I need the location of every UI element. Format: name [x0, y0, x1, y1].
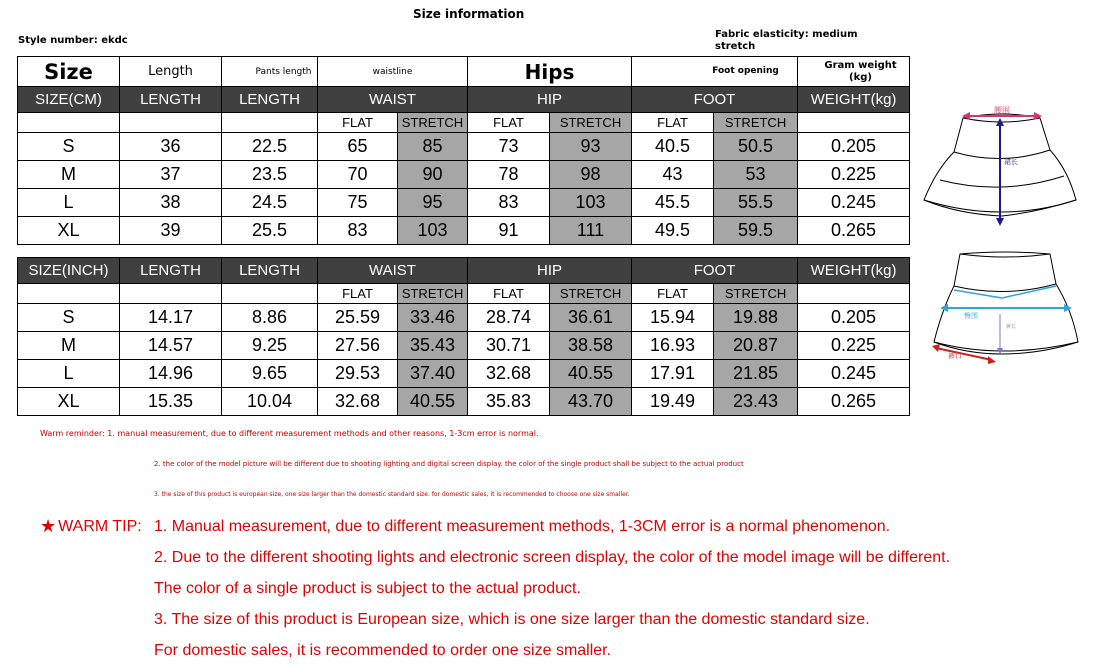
header-row: [18, 87, 910, 113]
length-label: 裙长: [1004, 158, 1018, 166]
table-row: [18, 217, 910, 245]
table-cell: 0.245: [798, 189, 910, 217]
table-cell: 8.86: [222, 304, 318, 332]
subheader-stretch: STRETCH: [398, 113, 468, 133]
foot-label: 裤口: [948, 352, 962, 360]
table-cell: 49.5: [632, 217, 714, 245]
table-cell: [120, 113, 222, 133]
table-cell: 15.35: [120, 388, 222, 416]
table-row: [18, 161, 910, 189]
table-cell: 78: [468, 161, 550, 189]
table-cell: XL: [18, 388, 120, 416]
table-cell: 33.46: [398, 304, 468, 332]
label-pants-length: Pants length: [222, 57, 318, 87]
table-cell: 20.87: [714, 332, 798, 360]
table-cell: 10.04: [222, 388, 318, 416]
table-cell: 32.68: [318, 388, 398, 416]
table-cell: 36: [120, 133, 222, 161]
subheader-stretch: STRETCH: [398, 284, 468, 304]
table-cell: 85: [398, 133, 468, 161]
header-length: LENGTH: [120, 87, 222, 113]
table-cell: 25.59: [318, 304, 398, 332]
subheader-flat: FLAT: [468, 284, 550, 304]
table-cell: 50.5: [714, 133, 798, 161]
table-cell: 103: [550, 189, 632, 217]
header-size: SIZE(INCH): [18, 258, 120, 284]
page-title: Size information: [413, 7, 525, 21]
table-cell: 43.70: [550, 388, 632, 416]
label-waistline: waistline: [318, 57, 468, 87]
table-cell: 29.53: [318, 360, 398, 388]
table-cell: 23.5: [222, 161, 318, 189]
table-cell: 53: [714, 161, 798, 189]
waist-label: 腰围: [994, 106, 1010, 115]
warm-reminder-note: Warm reminder: 1. manual measurement, due to different measurement methods and other reasons, 1-3cm error is normal.: [40, 429, 539, 438]
header-row: [18, 258, 910, 284]
table-cell: 43: [632, 161, 714, 189]
table-row: [18, 360, 910, 388]
warm-reminder-note: 2. the color of the model picture will be different due to shooting lighting and digital screen display. the color of the single product shall be subject to the actual product: [154, 460, 744, 468]
star-icon: ★: [40, 516, 57, 536]
table-cell: 27.56: [318, 332, 398, 360]
table-cell: 17.91: [632, 360, 714, 388]
header-length: LENGTH: [222, 258, 318, 284]
table-cell: 22.5: [222, 133, 318, 161]
size-table-cm: [17, 56, 910, 245]
warm-reminder-note: 3. the size of this product is european size, one size larger than the domestic standard size. for domestic sales, it is recommended to choose one size smaller.: [154, 491, 630, 498]
table-cell: 75: [318, 189, 398, 217]
table-cell: 9.65: [222, 360, 318, 388]
table-cell: [222, 113, 318, 133]
table-cell: 93: [550, 133, 632, 161]
warm-tip-line: The color of a single product is subject to the actual product.: [154, 580, 581, 597]
label-hips: Hips: [468, 57, 632, 87]
table-cell: 0.205: [798, 133, 910, 161]
table-cell: 23.43: [714, 388, 798, 416]
table-cell: L: [18, 189, 120, 217]
label-gram-weight: Gram weight (kg): [798, 57, 910, 87]
table-cell: M: [18, 161, 120, 189]
table-cell: 24.5: [222, 189, 318, 217]
table-cell: L: [18, 360, 120, 388]
label-size: Size: [18, 57, 120, 87]
table-row: [18, 189, 910, 217]
table-cell: 103: [398, 217, 468, 245]
header-hip: HIP: [468, 258, 632, 284]
table-cell: 0.225: [798, 161, 910, 189]
header-size: SIZE(CM): [18, 87, 120, 113]
table-cell: 15.94: [632, 304, 714, 332]
table-cell: 35.83: [468, 388, 550, 416]
subheader-stretch: STRETCH: [714, 284, 798, 304]
table-cell: [120, 284, 222, 304]
warm-tip-line: 3. The size of this product is European size, which is one size larger than the domestic standard size.: [154, 611, 870, 628]
fabric-elasticity: Fabric elasticity: medium stretch: [715, 29, 858, 52]
table-cell: 19.88: [714, 304, 798, 332]
table-cell: 45.5: [632, 189, 714, 217]
table-cell: 111: [550, 217, 632, 245]
warm-tip-label: WARM TIP:: [58, 518, 142, 535]
table-cell: 14.96: [120, 360, 222, 388]
table-cell: S: [18, 133, 120, 161]
subheader-row: [18, 113, 910, 133]
table-cell: 14.17: [120, 304, 222, 332]
header-length: LENGTH: [120, 258, 222, 284]
table-cell: 70: [318, 161, 398, 189]
table-cell: 98: [550, 161, 632, 189]
subheader-flat: FLAT: [318, 113, 398, 133]
style-number: Style number: ekdc: [18, 35, 128, 46]
table-cell: 65: [318, 133, 398, 161]
table-cell: 9.25: [222, 332, 318, 360]
warm-tip-line: 1. Manual measurement, due to different measurement methods, 1-3CM error is a normal phenomenon.: [154, 518, 891, 535]
table-cell: 30.71: [468, 332, 550, 360]
table-cell: 0.205: [798, 304, 910, 332]
table-cell: 14.57: [120, 332, 222, 360]
table-cell: 35.43: [398, 332, 468, 360]
table-cell: [222, 284, 318, 304]
table-cell: 25.5: [222, 217, 318, 245]
header-hip: HIP: [468, 87, 632, 113]
shorts-length-label: 裤长: [1006, 324, 1017, 330]
table-cell: 0.225: [798, 332, 910, 360]
table-cell: 16.93: [632, 332, 714, 360]
subheader-flat: FLAT: [468, 113, 550, 133]
table-cell: 73: [468, 133, 550, 161]
warm-tip-list: [154, 511, 1089, 666]
skirt-shorts-diagram: [930, 250, 1090, 365]
warm-tip-line: 2. Due to the different shooting lights and electronic screen display, the color of the model image will be different.: [154, 549, 951, 566]
table-cell: M: [18, 332, 120, 360]
subheader-row: [18, 284, 910, 304]
subheader-flat: FLAT: [632, 284, 714, 304]
warm-tip-line: For domestic sales, it is recommended to order one size smaller.: [154, 642, 612, 659]
size-table-inch: [17, 257, 910, 416]
table-cell: 19.49: [632, 388, 714, 416]
label-foot-opening: Foot opening: [632, 57, 798, 87]
header-weight: WEIGHT(kg): [798, 258, 910, 284]
table-cell: 95: [398, 189, 468, 217]
subheader-flat: FLAT: [632, 113, 714, 133]
table-cell: 83: [468, 189, 550, 217]
table-cell: [18, 284, 120, 304]
table-cell: 37: [120, 161, 222, 189]
header-waist: WAIST: [318, 87, 468, 113]
table-cell: 0.265: [798, 388, 910, 416]
table-cell: XL: [18, 217, 120, 245]
label-row: [18, 57, 910, 87]
table-cell: 40.55: [550, 360, 632, 388]
table-cell: 36.61: [550, 304, 632, 332]
label-length: Length: [120, 57, 222, 87]
skirt-front-diagram: [918, 104, 1086, 234]
table-row: [18, 332, 910, 360]
table-cell: 28.74: [468, 304, 550, 332]
header-weight: WEIGHT(kg): [798, 87, 910, 113]
table-cell: 38.58: [550, 332, 632, 360]
table-cell: [18, 113, 120, 133]
subheader-flat: FLAT: [318, 284, 398, 304]
table-cell: 55.5: [714, 189, 798, 217]
hip-label: 臀围: [964, 312, 978, 320]
subheader-stretch: STRETCH: [714, 113, 798, 133]
table-cell: 91: [468, 217, 550, 245]
table-row: [18, 304, 910, 332]
table-cell: 40.5: [632, 133, 714, 161]
table-cell: 37.40: [398, 360, 468, 388]
table-cell: 32.68: [468, 360, 550, 388]
header-foot: FOOT: [632, 87, 798, 113]
header-waist: WAIST: [318, 258, 468, 284]
header-length: LENGTH: [222, 87, 318, 113]
table-cell: 90: [398, 161, 468, 189]
table-cell: 21.85: [714, 360, 798, 388]
table-cell: 39: [120, 217, 222, 245]
table-cell: 38: [120, 189, 222, 217]
subheader-stretch: STRETCH: [550, 284, 632, 304]
table-row: [18, 388, 910, 416]
header-foot: FOOT: [632, 258, 798, 284]
table-cell: 40.55: [398, 388, 468, 416]
table-cell: 0.265: [798, 217, 910, 245]
table-cell: 83: [318, 217, 398, 245]
table-cell: 0.245: [798, 360, 910, 388]
table-cell: [798, 113, 910, 133]
table-cell: 59.5: [714, 217, 798, 245]
table-row: [18, 133, 910, 161]
warm-tip-heading: [40, 511, 142, 542]
table-cell: [798, 284, 910, 304]
table-cell: S: [18, 304, 120, 332]
subheader-stretch: STRETCH: [550, 113, 632, 133]
